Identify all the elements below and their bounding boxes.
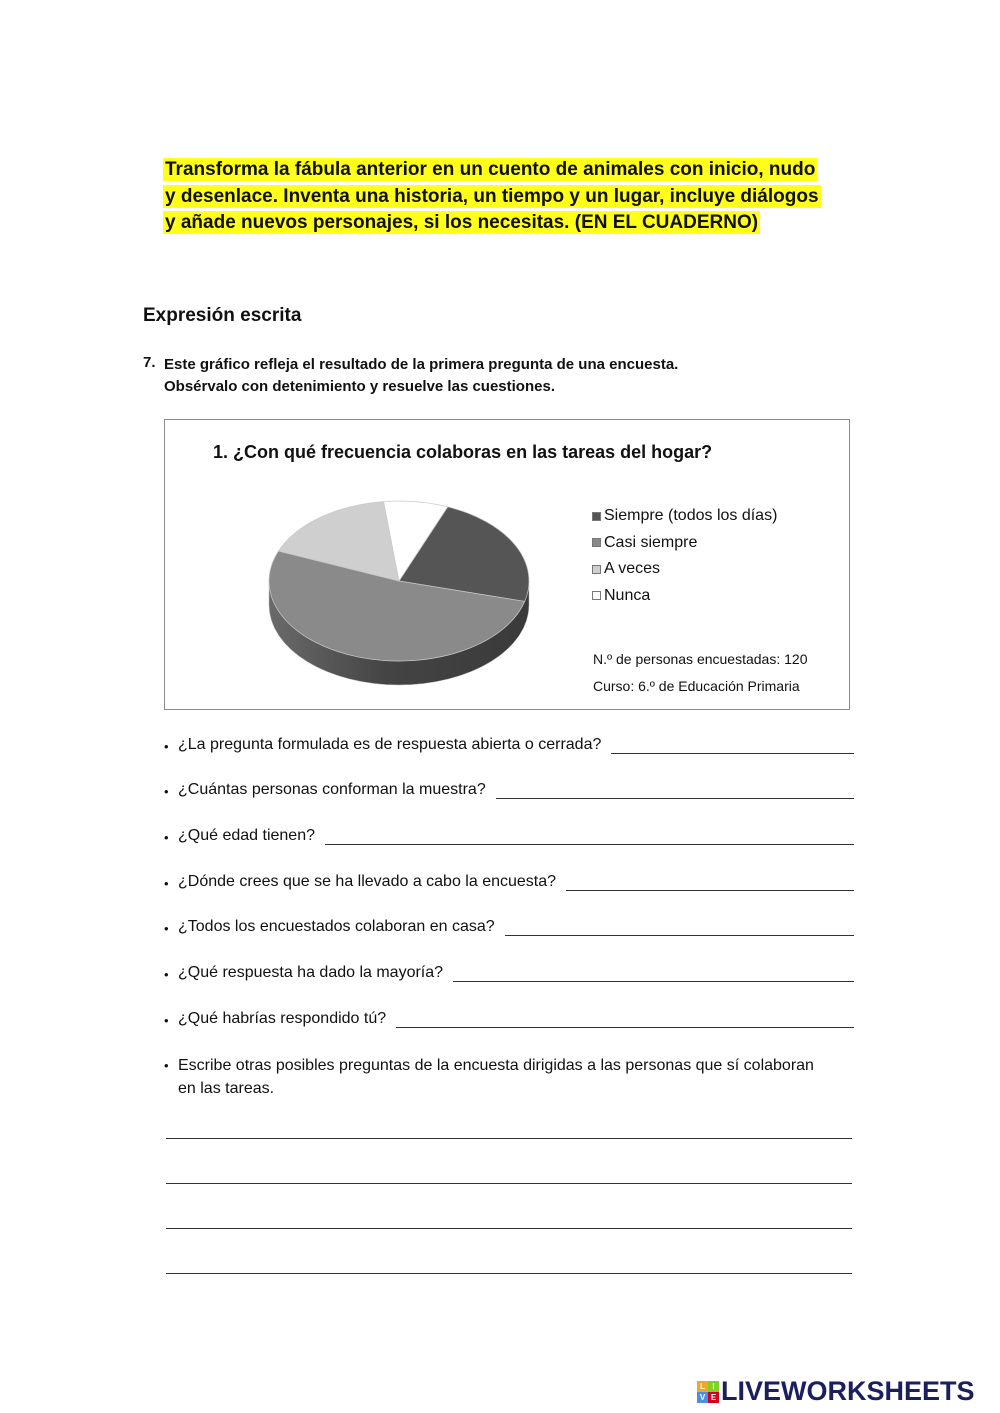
question-item [164,964,854,982]
legend-swatch-siempre [592,512,601,521]
legend-item [592,556,777,583]
bullet: • [164,1013,169,1028]
logo-letter: V [697,1392,708,1403]
bullet: • [164,739,169,754]
exercise-line-1: Este gráfico refleja el resultado de la primera pregunta de una encuesta. [164,356,679,373]
chart-note-course: Curso: 6.º de Educación Primaria [593,678,800,694]
answer-line[interactable] [166,1228,852,1229]
answer-field[interactable] [611,737,854,754]
exercise-text [164,354,864,398]
legend-item [592,530,777,557]
section-title: Expresión escrita [143,305,302,326]
bullet: • [164,967,169,982]
question-item [164,873,854,891]
legend-label: Nunca [604,586,651,604]
bullet: • [164,921,169,936]
answer-line[interactable] [166,1273,852,1274]
long-question-line-1: Escribe otras posibles preguntas de la encuesta dirigidas a las personas que sí colaboran [178,1057,814,1074]
question-text: ¿Qué respuesta ha dado la mayoría? [178,964,444,981]
logo-letter: E [708,1392,719,1403]
legend-swatch-nunca [592,591,601,600]
question-item [164,918,854,936]
question-text: ¿Qué edad tienen? [178,827,315,844]
question-text: ¿Qué habrías respondido tú? [178,1010,387,1027]
exercise-number: 7. [143,354,156,371]
question-item [164,781,854,799]
question-item [164,827,854,845]
question-item [164,1010,854,1028]
question-text: ¿Todos los encuestados colaboran en casa? [178,918,495,935]
legend-item [592,583,777,610]
question-text: ¿Cuántas personas conforman la muestra? [178,781,486,798]
answer-field[interactable] [396,1011,854,1028]
long-question [164,1054,854,1100]
question-item [164,736,854,754]
instruction-text [163,157,863,237]
instruction-line-1: Transforma la fábula anterior en un cuento de animales con inicio, nudo [165,159,816,180]
question-text: ¿Dónde crees que se ha llevado a cabo la encuesta? [178,873,557,890]
chart-title: 1. ¿Con qué frecuencia colaboras en las tareas del hogar? [213,442,713,462]
liveworksheets-icon [697,1381,719,1403]
answer-line[interactable] [166,1183,852,1184]
legend-label: Siempre (todos los días) [604,507,778,525]
question-text: ¿La pregunta formulada es de respuesta abierta o cerrada? [178,736,602,753]
logo-letter: L [697,1381,708,1392]
legend-label: Casi siempre [604,533,698,551]
answer-line[interactable] [166,1138,852,1139]
answer-field[interactable] [325,828,854,845]
long-question-line-2: en las tareas. [178,1080,275,1097]
answer-field[interactable] [496,782,854,799]
legend-swatch-a-veces [592,565,601,574]
legend-swatch-casi-siempre [592,538,601,547]
answer-field[interactable] [505,919,854,936]
bullet: • [164,830,169,845]
bullet: • [164,1058,169,1073]
instruction-line-3: y añade nuevos personajes, si los necesitas. (EN EL CUADERNO) [165,212,759,233]
chart-box [164,419,850,710]
answer-field[interactable] [566,874,854,891]
brand-text: LIVEWORKSHEETS [721,1376,975,1406]
exercise-line-2: Obsérvalo con detenimiento y resuelve las cuestiones. [164,378,555,395]
bullet: • [164,876,169,891]
bullet: • [164,784,169,799]
chart-legend [592,503,777,609]
legend-label: A veces [604,560,661,578]
chart-note-respondents: N.º de personas encuestadas: 120 [593,651,808,667]
liveworksheets-logo [697,1376,975,1407]
logo-letter: I [708,1381,719,1392]
legend-item [592,503,777,530]
instruction-line-2: y desenlace. Inventa una historia, un tiempo y un lugar, incluye diálogos [165,185,819,207]
answer-field[interactable] [453,965,854,982]
